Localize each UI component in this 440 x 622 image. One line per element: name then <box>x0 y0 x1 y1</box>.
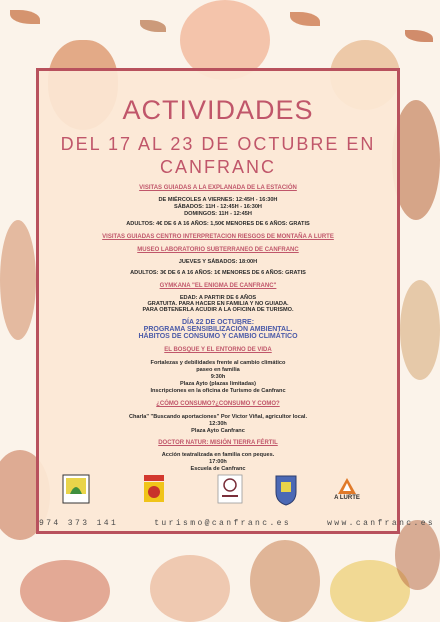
time-line: 12:30h <box>209 421 227 427</box>
price-line: ADULTOS: 4€ DE 6 A 16 AÑOS: 1,50€ MENORES DE 6 AÑOS: GRATIS <box>126 221 310 227</box>
poster-title: ACTIVIDADES <box>122 95 314 125</box>
activities-poster <box>36 68 436 534</box>
alurte-logo <box>327 471 367 507</box>
info-line: paseo en familia <box>196 367 240 373</box>
info-line: Acción teatralizada en familia con peques. <box>161 452 275 458</box>
phone-number: 974 373 141 <box>39 519 119 528</box>
section-heading-gymkana: GYMKANA "EL ENIGMA DE CANFRANC" <box>159 283 277 289</box>
institution-logo <box>215 471 245 507</box>
info-line: EDAD: A PARTIR DE 6 AÑOS <box>179 295 257 301</box>
info-line: Plaza Ayto (plazas limitadas) <box>179 381 257 387</box>
schedule-line: DE MIÉRCOLES A VIERNES: 12:45H - 16:30H <box>158 197 278 203</box>
coat-of-arms-logo <box>271 471 301 507</box>
price-line: ADULTOS: 3€ DE 6 A 16 AÑOS: 1€ MENORES DE 6 AÑOS: GRATIS <box>130 270 306 276</box>
section-heading-mountain-risks: VISITAS GUIADAS CENTRO INTERPRETACION RIESGOS DE MONTAÑA A LURTE <box>102 234 334 240</box>
info-line: Inscripciones en la oficina de Turismo de Canfranc <box>150 388 286 394</box>
program-subtitle: HÁBITOS DE CONSUMO Y CAMBIO CLIMÁTICO <box>138 333 298 340</box>
canfranc-logo-1 <box>61 471 91 507</box>
info-line: PARA OBTENERLA ACUDIR A LA OFICINA DE TURISMO. <box>142 307 294 313</box>
municipality-logo <box>139 471 169 507</box>
schedule-line: JUEVES Y SÁBADOS: 18:00H <box>178 259 258 265</box>
alurte-label: A LURTE <box>334 495 360 501</box>
section-heading-consumption: ¿CÓMO CONSUMO?¿CONSUMO Y COMO? <box>156 401 280 407</box>
info-line: Plaza Ayto Canfranc <box>191 428 245 434</box>
email-address[interactable]: turismo@canfranc.es <box>154 519 292 528</box>
time-line: 17:00h <box>209 459 227 465</box>
poster-dates: DEL 17 AL 23 DE OCTUBRE EN <box>60 134 376 154</box>
schedule-line: DOMINGOS: 11H - 12:45H <box>184 211 252 217</box>
section-heading-underground-lab: MUSEO LABORATORIO SUBTERRANEO DE CANFRANC <box>137 247 299 253</box>
section-heading-forest: EL BOSQUE Y EL ENTORNO DE VIDA <box>164 347 272 353</box>
info-line: GRATUITA. PARA HACER EN FAMILIA Y NO GUIADA. <box>147 301 289 307</box>
contact-footer <box>39 519 436 528</box>
info-line: Charla" "Buscando aportaciones" Por Victor Viñal, agricultor local. <box>128 414 308 420</box>
schedule-line: SÁBADOS: 11H - 12:45H - 16:30H <box>174 204 262 210</box>
poster-location: CANFRANC <box>159 157 276 177</box>
section-heading-doctor-natur: DOCTOR NATUR: MISIÓN TIERRA FÉRTIL <box>158 440 278 446</box>
time-line: 9:30h <box>210 374 226 380</box>
info-line: Escuela de Canfranc <box>190 466 246 472</box>
program-date: DÍA 22 DE OCTUBRE: <box>181 319 255 326</box>
program-title: PROGRAMA SENSIBILIZACIÓN AMBIENTAL. <box>143 326 293 333</box>
section-heading-station-visits: VISITAS GUIADAS A LA EXPLANADA DE LA ESTACIÓN <box>139 185 297 191</box>
info-line: Fortalezas y debilidades frente al cambio climático <box>150 360 286 366</box>
website-link[interactable]: www.canfranc.es <box>327 519 436 528</box>
